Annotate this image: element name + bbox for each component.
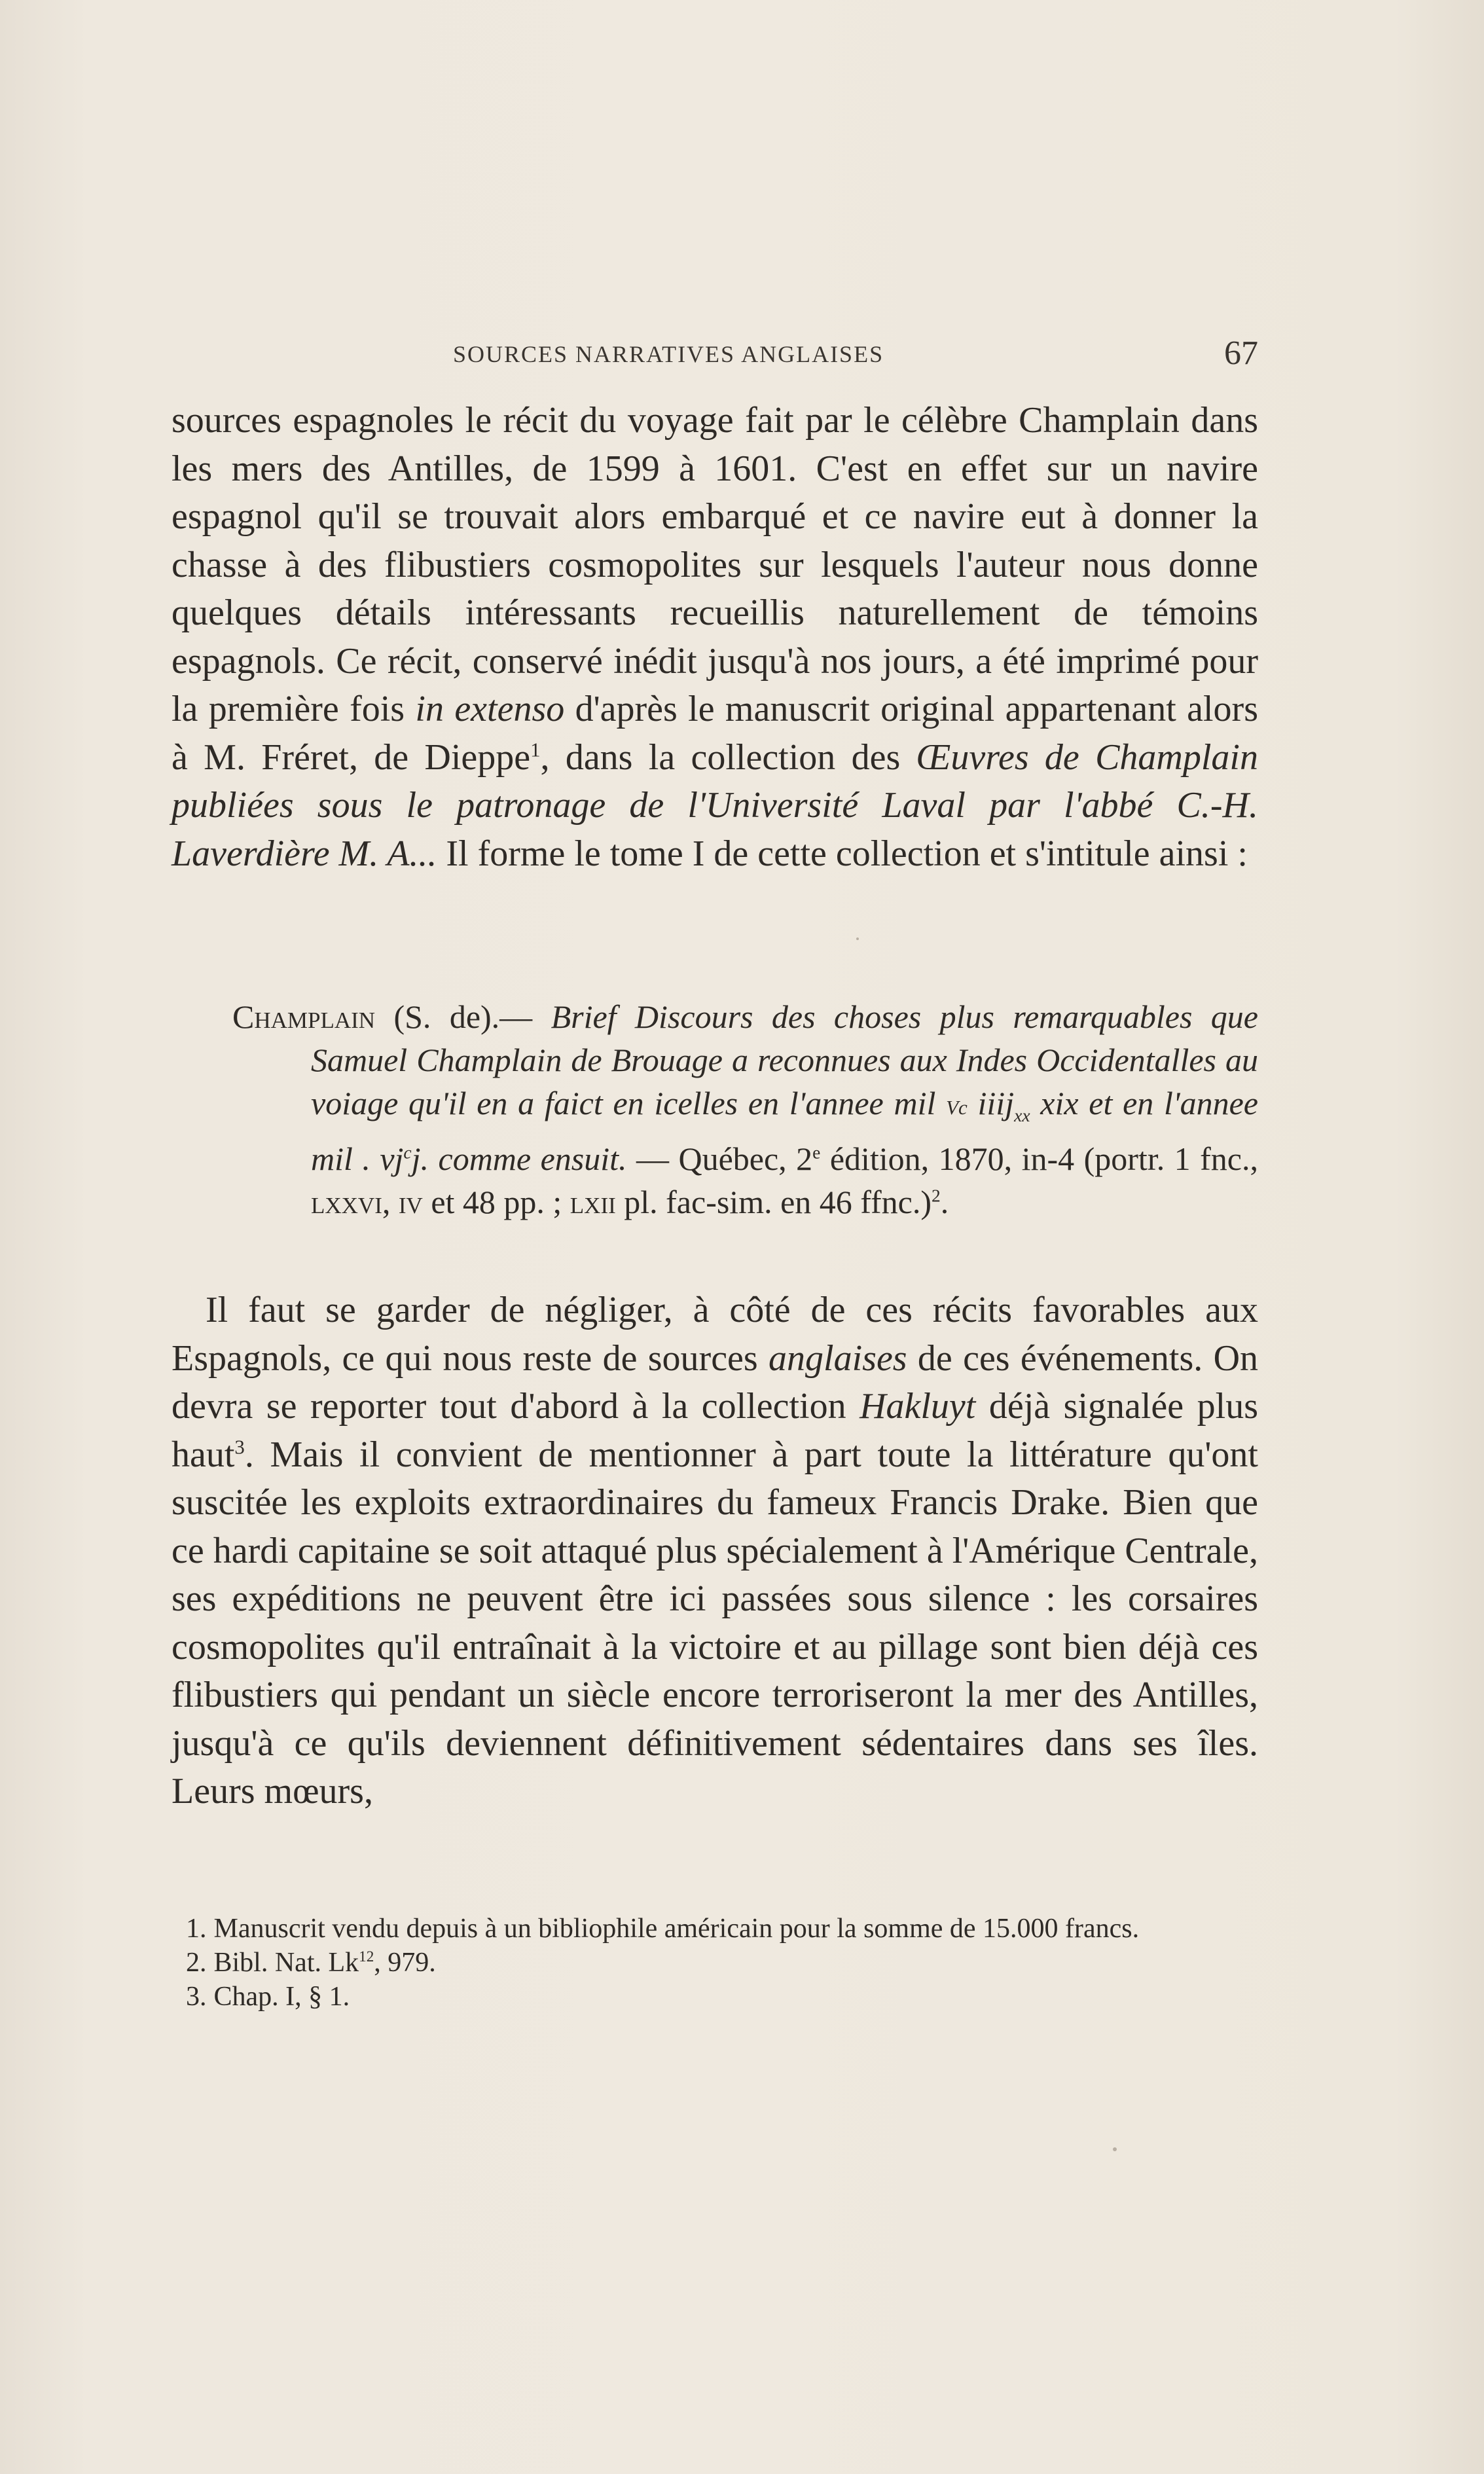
- citation-sup: e: [812, 1142, 821, 1163]
- footnote-ref-1: 1: [530, 738, 541, 761]
- footnote-text: Bibl. Nat. Lk: [213, 1948, 359, 1978]
- citation-author: Champlain: [232, 998, 376, 1035]
- running-title: SOURCES NARRATIVES ANGLAISES: [453, 341, 884, 367]
- text-run: Il faut se garder de négliger, à côté de ces récits favorables aux Espagnols, ce qui nous reste de sources: [172, 1290, 1258, 1379]
- text-run: sources espagnoles le récit du voyage fait par le célèbre Champlain dans les mers des Antilles, de 1599 à 1601. C'est en effet sur un navire espagnol qu'il se trouvait alors embarqué et ce navire eut à donner la chasse à des flibustiers cosmopolites sur lesquels l'auteur nous donne quelques détails intéressants recueillis naturellement de témoins espagnols. Ce récit, conservé inédit jusqu'à nos jours, a été imprimé pour la première fois: [172, 400, 1258, 729]
- citation-text: .: [940, 1184, 949, 1220]
- footnote-text: Manuscrit vendu depuis à un bibliophile américain pour la somme de 15.000 francs.: [213, 1914, 1140, 1944]
- citation-roman-vc: Vc: [946, 1096, 968, 1119]
- italic-run: Hakluyt: [860, 1386, 976, 1427]
- paragraph-two: [172, 1286, 1258, 1816]
- citation-roman-sc: lxxvi: [311, 1184, 382, 1220]
- page-header: [172, 334, 1258, 380]
- text-run: d'après le manuscrit original appartenant alors à M. Fréret, de Dieppe: [172, 689, 1258, 778]
- citation-roman: iiij: [967, 1085, 1015, 1121]
- page-number: 67: [1224, 335, 1258, 372]
- footnote-2: [172, 1946, 1258, 1980]
- citation-title-end: j. comme ensuit.: [411, 1140, 627, 1177]
- footnote-text: , 979.: [374, 1948, 436, 1978]
- text-run: déjà signalée plus haut: [172, 1386, 1258, 1475]
- paper-speck: [856, 937, 859, 940]
- footnote-1: [172, 1912, 1258, 1946]
- citation-text: ,: [382, 1184, 399, 1220]
- footnote-ref-3: 3: [234, 1435, 245, 1458]
- paper-speck: [1113, 2147, 1117, 2151]
- footnote-ref-2: 2: [932, 1185, 941, 1206]
- footnote-number: 2.: [186, 1948, 207, 1978]
- citation-roman-xx: xx: [1014, 1105, 1030, 1125]
- footnotes: [172, 1912, 1258, 2014]
- citation-text: pl. fac-sim. en 46 ffnc.): [615, 1184, 932, 1220]
- citation-author-rest: (S. de).—: [375, 998, 551, 1035]
- paragraph-two-text: [172, 1286, 1258, 1816]
- citation-roman-sc: iv: [398, 1184, 423, 1220]
- citation-roman: xix et en l'annee mil . vj: [311, 1085, 1258, 1177]
- italic-run: anglaises: [769, 1337, 907, 1379]
- citation-title: Brief Discours des choses plus remarquables que Samuel Champlain de Brouage a reconnues aux Indes Occidentalles au voiage qu'il en a faict en icelles en l'annee mil: [311, 998, 1258, 1121]
- text-run: . Mais il convient de mentionner à part toute la littérature qu'ont suscitée les exploits extraordinaires du fameux Francis Drake. Bien que ce hardi capitaine se soit attaqué plus spécialement à l'Amérique Centrale, ses expéditions ne peuvent être ici passées sous silence : les corsaires cosmopolites qu'il entraînait à la victoire et au pillage sont bien déjà ces flibustiers qui pendant un siècle encore terroriseront la mer des Antilles, jusqu'à ce qu'ils deviennent définitivement sédentaires dans ses îles. Leurs mœurs,: [172, 1434, 1258, 1811]
- footnote-number: 3.: [186, 1982, 207, 2012]
- text-run: , dans la collection des: [540, 737, 916, 778]
- footnote-text: Chap. I, § 1.: [213, 1982, 350, 2012]
- bibliographic-citation: [232, 995, 1258, 1224]
- paragraph-one: [172, 397, 1258, 878]
- footnote-number: 1.: [186, 1914, 207, 1944]
- italic-run: Œuvres de Champlain publiées sous le patronage de l'Université Laval par l'abbé C.-H. Laverdière M. A...: [172, 737, 1258, 874]
- citation-sup: c: [403, 1142, 412, 1163]
- text-run: Il forme le tome I de cette collection et s'intitule ainsi :: [437, 833, 1248, 874]
- footnote-sup: 12: [359, 1948, 374, 1965]
- text-run: de ces événements. On devra se reporter tout d'abord à la collection: [172, 1337, 1259, 1427]
- citation-text: et 48 pp. ;: [422, 1184, 570, 1220]
- paragraph-one-text: [172, 397, 1258, 878]
- italic-run: in extenso: [415, 689, 565, 729]
- footnote-3: [172, 1980, 1258, 2014]
- citation-text: édition, 1870, in-4 (portr. 1 fnc.,: [820, 1140, 1258, 1177]
- citation-text: — Québec, 2: [626, 1140, 813, 1177]
- citation-roman-sc: lxii: [570, 1184, 616, 1220]
